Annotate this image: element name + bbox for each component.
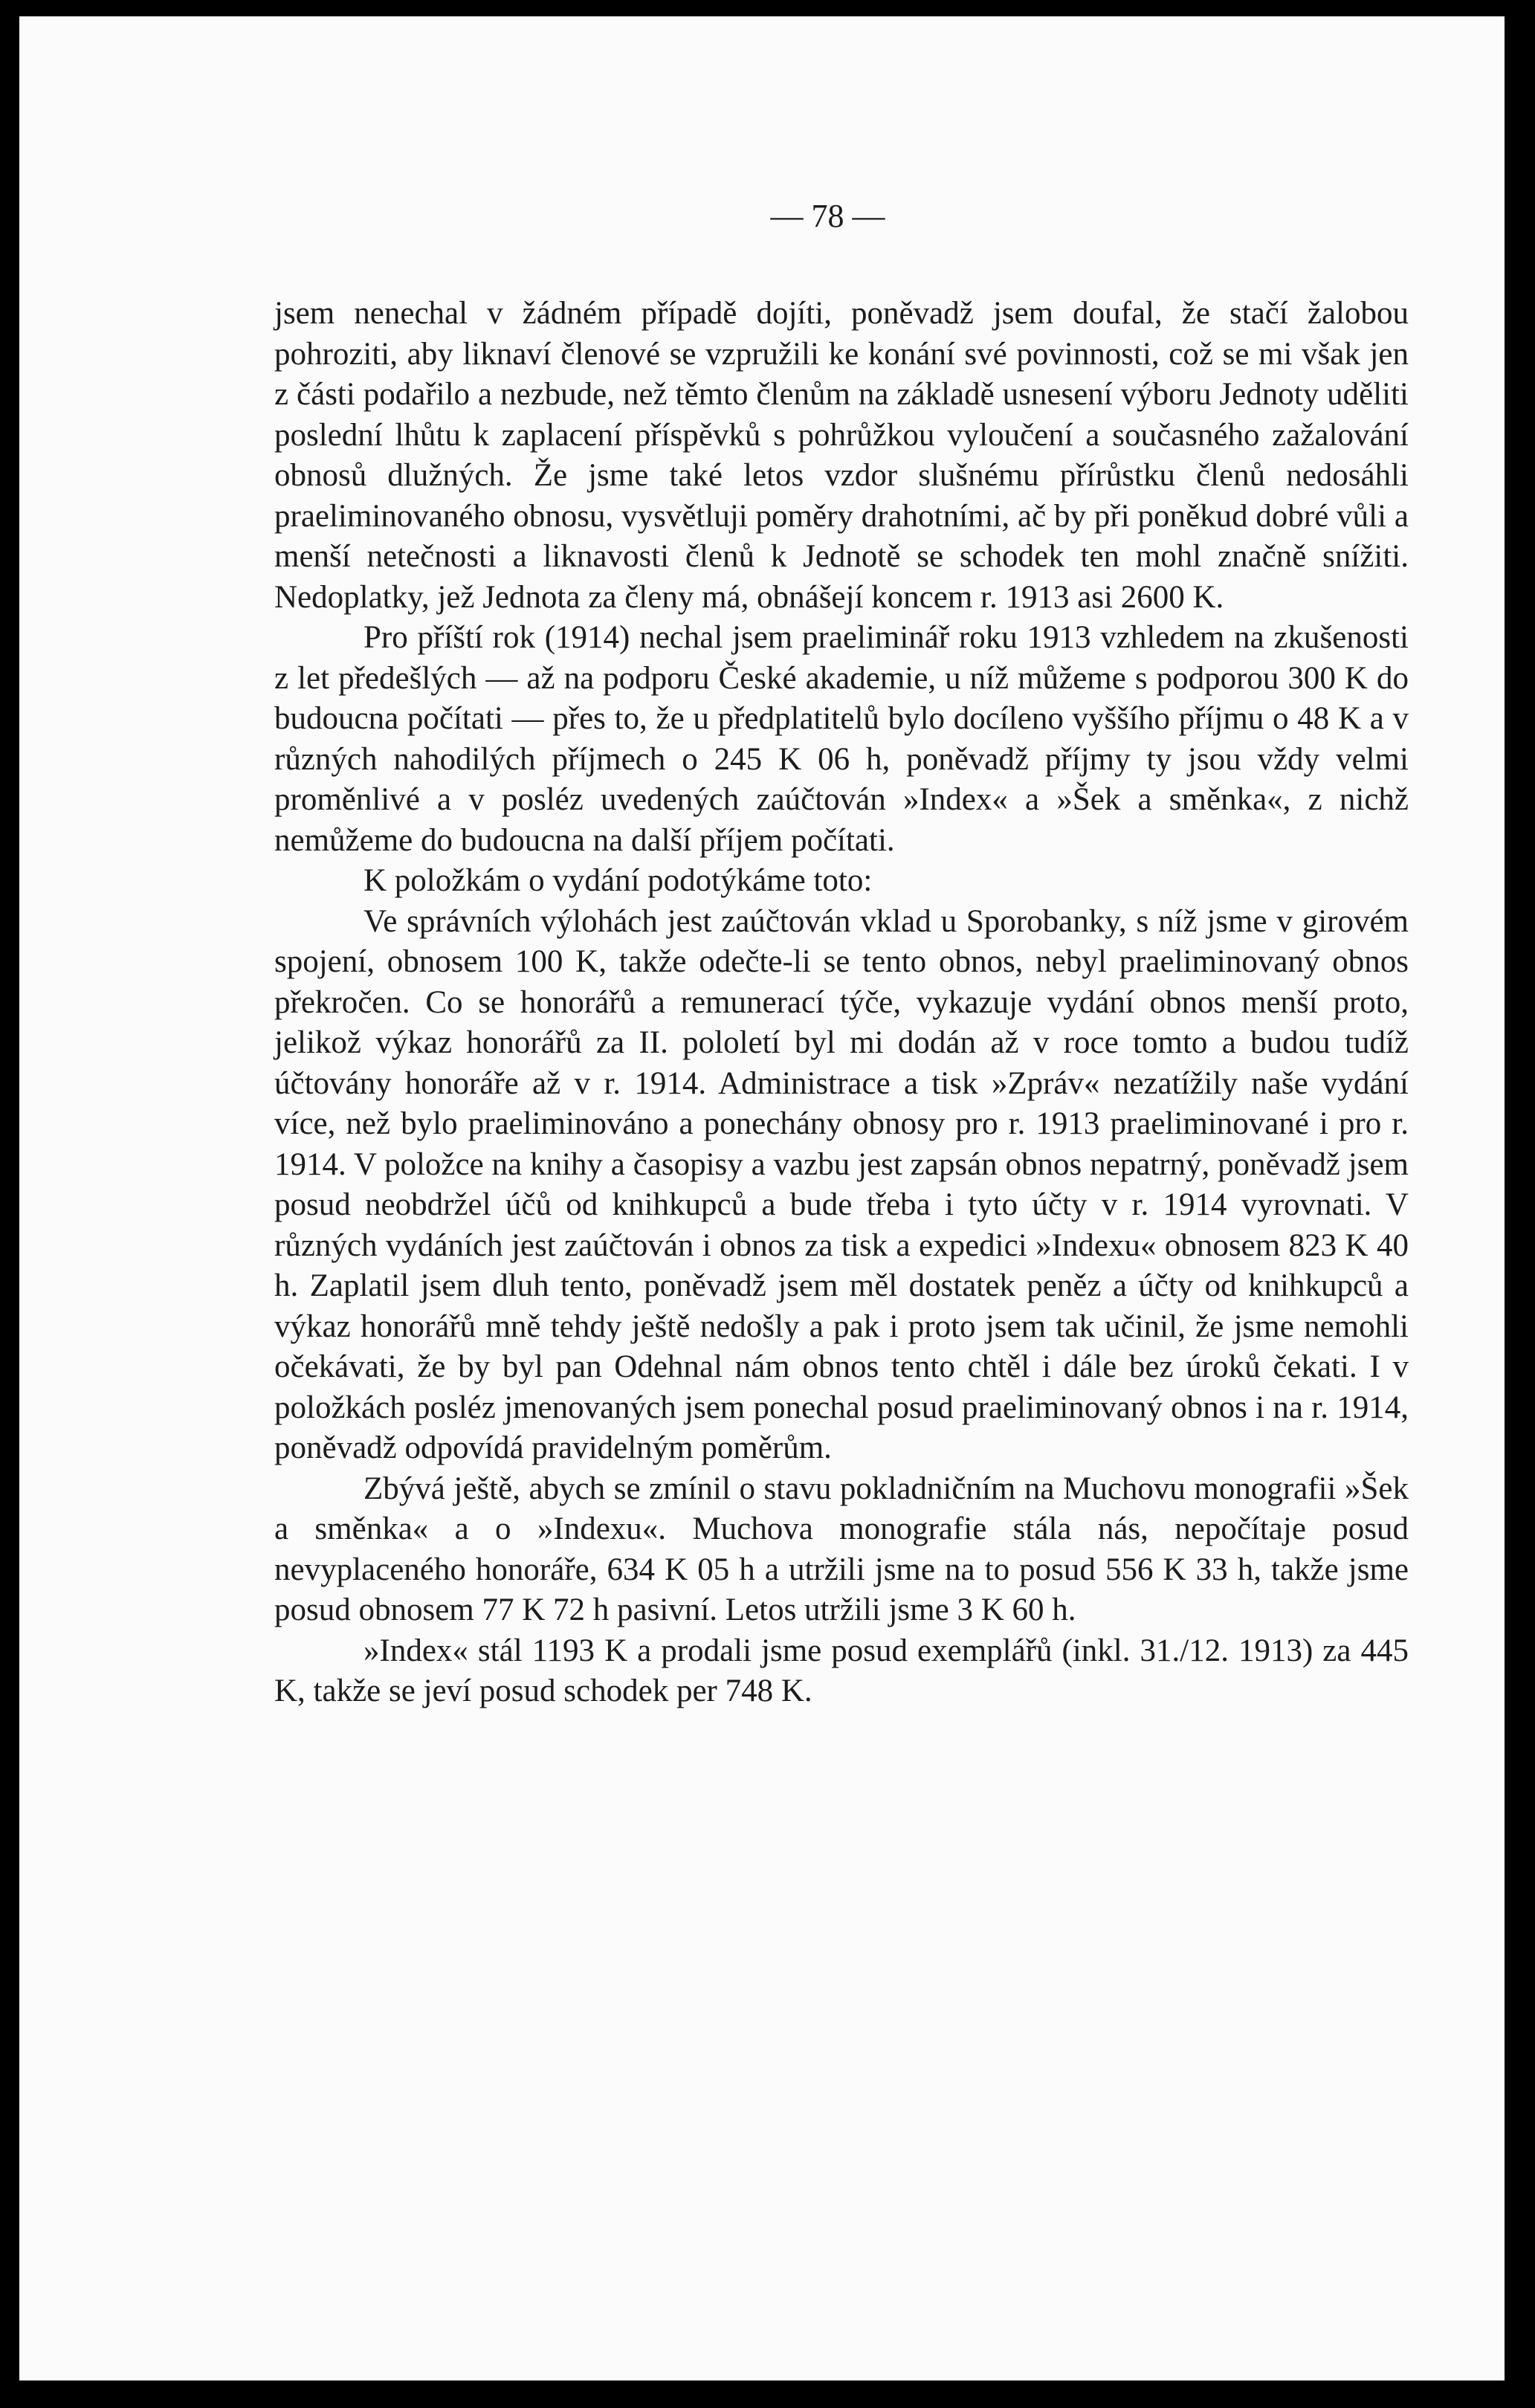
- paragraph-budget-1914: Pro příští rok (1914) nechal jsem praeliminář roku 1913 vzhledem na zkušenosti z let předešlých — až na podporu České akademie, u níž můžeme s podporou 300 K do budoucna počítati — přes to, že u předplatitelů bylo docíleno vyššího příjmu o 48 K a v různých nahodilých příjmech o 245 K 06 h, poněvadž příjmy ty jsou vždy velmi proměnlivé a v posléz uvedených zaúčtován »Index« a »Šek a směnka«, z nichž nemůžeme do budoucna na další příjem počítati.: [274, 620, 1409, 858]
- paragraph-continuation: jsem nenechal v žádném případě dojíti, poněvadž jsem doufal, že stačí žalobou pohroziti, aby liknaví členové se vzpružili ke konání své povinnosti, což se mi však jen z části podařilo a nezbude, než těmto členům na základě usnesení výboru Jednoty uděliti poslední lhůtu k zaplacení příspěvků s pohrůžkou vyloučení a současného zažalování obnosů dlužných. Že jsme také letos vzdor slušnému přírůstku členů nedosáhli praeliminovaného obnosu, vysvětluji poměry drahotními, ač by při poněkud dobré vůli a menší netečnosti a liknavosti členů k Jednotě se schodek ten mohl značně snížiti. Nedoplatky, jež Jednota za členy má, obnášejí koncem r. 1913 asi 2600 K.: [274, 296, 1409, 615]
- paragraph-index-deficit: »Index« stál 1193 K a prodali jsme posud exemplářů (inkl. 31./12. 1913) za 445 K, takže se jeví posud schodek per 748 K.: [274, 1633, 1409, 1708]
- paragraph-expense-items: Ve správních výlohách jest zaúčtován vklad u Sporobanky, s níž jsme v girovém spojení, obnosem 100 K, takže odečte-li se tento obnos, nebyl praeliminovaný obnos překročen. Co se honorářů a remunerací týče, vykazuje vydání obnos menší proto, jelikož výkaz honorářů za II. pololetí byl mi dodán až v roce tomto a budou tudíž účtovány honoráře až v r. 1914. Administrace a tisk »Zpráv« nezatížily naše vydání více, než bylo praeliminováno a ponechány obnosy pro r. 1913 praeliminované i pro r. 1914. V položce na knihy a časopisy a vazbu jest zapsán obnos nepatrný, poněvadž jsem posud neobdržel účů od knihkupců a bude třeba i tyto účty v r. 1914 vyrovnati. V různých vydáních jest zaúčtován i obnos za tisk a expedici »Indexu« obnosem 823 K 40 h. Zaplatil jsem dluh tento, poněvadž jsem měl dostatek peněz a účty od knihkupců a výkaz honorářů mně tehdy ještě nedošly a pak i proto jsem tak učinil, že jsme nemohli očekávati, že by byl pan Odehnal nám obnos tento chtěl i dále bez úroků čekati. I v položkách posléz jmenovaných jsem ponechal posud praeliminovaný obnos i na r. 1914, poněvadž odpovídá pravidelným poměrům.: [274, 903, 1409, 1465]
- document-page: [19, 16, 1505, 2380]
- page-number: — 78 —: [770, 198, 885, 234]
- paragraph-expense-intro: K položkám o vydání podotýkáme toto:: [363, 863, 873, 898]
- body-text: [274, 294, 1409, 1712]
- paragraph-cash-status: Zbývá ještě, abych se zmínil o stavu pokladničním na Muchovu monografii »Šek a směnka« a o »Indexu«. Muchova monografie stála nás, nepočítaje posud nevyplaceného honoráře, 634 K 05 h a utržili jsme na to posud 556 K 33 h, takže jsme posud obnosem 77 K 72 h pasivní. Letos utržili jsme 3 K 60 h.: [274, 1471, 1409, 1627]
